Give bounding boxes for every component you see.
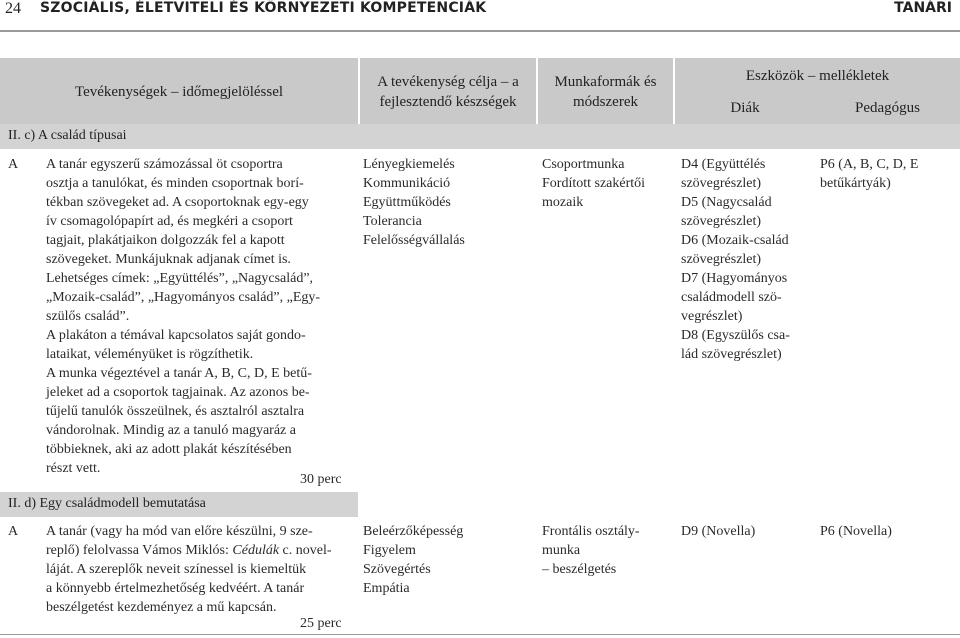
goal-item: Szövegértés [363,562,431,577]
activity-line: beszélgetést kezdeményez a mű kapcsán. [46,600,277,615]
method-item: – beszélgetés [542,562,617,577]
header-methods-line2: módszerek [573,94,638,110]
header-goal-line2: fejlesztendő készségek [379,94,517,110]
header-rule [0,30,960,32]
goal-item: Figyelem [363,543,416,558]
teacher-tool-line: P6 (A, B, C, D, E [820,157,919,172]
section-d-letter: A [8,524,19,539]
activity-line: részt vett. [46,461,101,476]
header-tools: Eszközök – mellékletek [745,68,890,84]
student-tool-line: szövegrészlet) [681,252,762,267]
activity-line: szövegeket. Munkájuknak adjanak címet is. [46,252,291,267]
section-c-time: 30 perc [300,472,342,487]
activity-line: A munka végeztével a tanár A, B, C, D, E betű- [46,366,312,381]
section-d-title: II. d) Egy családmodell bemutatása [8,496,206,511]
section-c-bar [0,124,960,149]
goal-item: Empátia [363,581,410,596]
student-tool-line: D7 (Hagyományos [681,271,788,286]
section-d-activity [46,522,348,617]
activity-line: osztja a tanulókat, és minden csoportnak borí- [46,176,304,191]
activity-line [46,541,348,560]
student-tool-line: lád szövegrészlet) [681,347,782,362]
goal-item: Együttműködés [363,195,451,210]
method-item: munka [542,543,581,558]
activity-line: „Mozaik-család”, „Hagyományos család”, „Egy- [46,290,321,305]
section-title: SZOCIÁLIS, ÉLETVITELI ÉS KÖRNYEZETI KOMPETENCIÁK [40,0,487,16]
activity-text: c. novel- [279,543,332,558]
activity-line: tagjait, plakátjaikon dolgozzák fel a kapott [46,233,285,248]
student-tool-line: D8 (Egyszülős csa- [681,328,790,343]
activity-line: tékban szövegeket ad. A csoportoknak egy-egy [46,195,309,210]
method-item: Csoportmunka [542,157,625,172]
activity-line: a könnyebb értelmezhetőség kedvéért. A tanár [46,581,305,596]
activity-line: többieknek, aki az adott plakát készítésében [46,442,292,457]
section-d-time: 25 perc [300,616,342,631]
activity-text: replő) felolvassa Vámos Miklós: [46,543,233,558]
student-tool-line: családmodell szö- [681,290,782,305]
activity-line: jeleket ad a csoportok tagjainak. Az azonos be- [46,385,310,400]
activity-line: Lehetséges címek: „Együttélés”, „Nagycsalád”, [46,271,314,286]
bottom-rule [0,634,960,635]
goal-item: Tolerancia [363,214,422,229]
section-c-letter: A [8,157,19,172]
section-c-activity [46,155,348,478]
header-student: Diák [730,100,760,116]
student-tool-line: szövegrészlet) [681,176,762,191]
goal-item: Felelősségvállalás [363,233,465,248]
page-header [0,0,960,32]
section-c-student-tools [681,155,815,364]
goal-item: Beleérzőképesség [363,524,464,539]
section-d-methods [542,522,672,579]
section-c-title: II. c) A család típusai [8,128,127,143]
activity-line: A tanár egyszerű számozással öt csoportra [46,157,283,172]
section-d-student-tools: D9 (Novella) [681,524,756,539]
header-activities: Tevékenységek – időmegjelöléssel [74,84,284,100]
page-number: 24 [5,0,21,17]
section-c-methods [542,155,672,212]
header-goal-line1: A tevékenység célja – a [377,74,519,90]
method-item: mozaik [542,195,584,210]
teacher-tool-line: betűkártyák) [820,176,891,191]
activity-line: A tanár (vagy ha mód van előre készülni, 9 sze- [46,524,313,539]
header-teacher: Pedagógus [855,100,920,116]
book-title: Cédulák [232,543,280,558]
header-methods-line1: Munkaformák és [554,74,657,90]
activity-line: lataikat, véleményüket is rögzíthetik. [46,347,254,362]
activity-line: láját. A szereplők neveit színessel is kiemeltük [46,562,307,577]
audience-label: TANÁRI [894,0,952,16]
section-c-goals [363,155,533,250]
student-tool-line: vegrészlet) [681,309,743,324]
goal-item: Kommunikáció [363,176,451,191]
activity-line: ív csomagolópapírt ad, és megkéri a csoport [46,214,293,229]
activity-line: szülős család”. [46,309,130,324]
student-tool-line: D6 (Mozaik-család [681,233,789,248]
activity-line: vándorolnak. Mindig az a tanuló magyaráz a [46,423,296,438]
activity-line: A plakáton a témával kapcsolatos saját gondo- [46,328,306,343]
method-item: Fordított szakértői [542,176,646,191]
section-c-teacher-tools [820,155,958,193]
section-d-goals [363,522,533,598]
student-tool-line: D4 (Együttélés [681,157,766,172]
goal-item: Lényegkiemelés [363,157,455,172]
student-tool-line: D5 (Nagycsalád [681,195,772,210]
section-d-teacher-tools: P6 (Novella) [820,524,892,539]
activity-line: tűjelű tanulók összeülnek, és asztalról asztalra [46,404,305,419]
student-tool-line: szövegrészlet) [681,214,762,229]
method-item: Frontális osztály- [542,524,640,539]
